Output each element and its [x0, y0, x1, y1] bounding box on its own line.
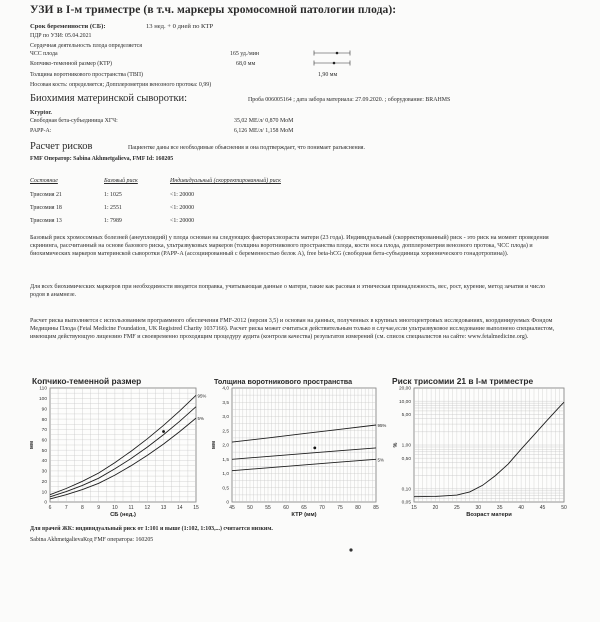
series-label: 5% [197, 416, 204, 422]
sample-info: Проба 006005164 ; дата забора материала: 27.09.2020. ; оборудование: BRAHMS [248, 97, 451, 103]
y-tick-label: 1,0 [222, 472, 229, 478]
x-tick-label: 15 [411, 505, 417, 511]
x-tick-label: 14 [176, 505, 183, 511]
crl-range-indicator [314, 61, 350, 66]
y-tick-label: 10 [41, 490, 47, 496]
range-indicators [310, 50, 356, 70]
patient-point [313, 446, 316, 449]
y-axis-label: мм [29, 440, 35, 450]
y-tick-label: 0 [44, 500, 47, 506]
y-tick-label: 110 [39, 386, 47, 392]
x-tick-label: 25 [454, 505, 460, 511]
gest-age-label: Срок беременности (СБ): [30, 23, 106, 30]
chart-title: Риск трисомии 21 в I-м триместре [392, 376, 534, 386]
y-tick-label: 2,0 [222, 443, 229, 449]
x-tick-label: 45 [539, 505, 546, 511]
series-label: 95% [197, 393, 207, 399]
x-tick-label: 50 [561, 505, 567, 511]
software-paragraph: Расчет риска выполняется с использованием программного обеспечения FMF-2012 (версия 3,5) и основан на данных, полученных в крупных многоцентровых исследованиях, координируемых Фондом Медицины Плода (Fetal Medicine Foundation, UK Registred Charity 1037166). Расчет риска может считаться действительным только в случае,если ультразвуковое исследование выполнено специалистом, имеющим действующую лицензию FMF и своевременно проходящим процедуру аудита (контроля качества) результатов измерений (см. список специалистов на сайте: www.fetalmedicine.org). [30, 318, 555, 341]
y-axis-label: мм [211, 440, 217, 450]
x-tick-label: 75 [337, 505, 343, 511]
biochem-heading: Биохимия материнской сыворотки: [30, 93, 188, 104]
risk-row-individual: <1: 20000 [170, 218, 195, 224]
y-tick-label: 0,50 [401, 456, 411, 462]
series-label: 95% [377, 423, 387, 429]
y-tick-label: 0,10 [401, 487, 411, 493]
risk-explanation-paragraph: Базовый риск хромосомных болезней (анеуплоидий) у плода основан на следующих факторах:возраста матери (23 года). Индивидуальный (скорректированный) риск - это риск на момент проведения скрининга, рассчитанный на основе базового риска, ультразвуковых маркеров (толщина воротникового пространства плода, кости носа плода, допплерометрия венозного протока, ЧСС плода) и биохимических маркеров материнской сыворотки (PAPP-A (ассоциированный с беременностью белок А), free beta-hCG (свободная бета-субъединица хорионического гонадотропина)). [30, 235, 549, 258]
risk-row-base: 1: 7989 [104, 218, 122, 224]
risk-col-header: Базовый риск [104, 178, 138, 184]
y-tick-label: 0 [226, 500, 229, 506]
risk-col-header: Индивидуальный (скорректированный) риск [170, 178, 281, 184]
x-tick-label: 13 [160, 505, 167, 511]
x-tick-label: 35 [496, 505, 503, 511]
y-tick-label: 5,00 [401, 413, 411, 419]
crl-chart [26, 386, 208, 522]
y-tick-label: 90 [41, 407, 47, 413]
heart-activity: Сердечная деятельность плода определяется [30, 43, 142, 49]
us-row-value: 165 уд./мин [230, 51, 260, 57]
biochem-row-value: 35,02 МЕ/л/ 0,870 MoM [234, 118, 294, 124]
x-tick-label: 70 [319, 505, 325, 511]
correction-paragraph: Для всех биохимических маркеров при необходимости вводятся поправка, учитывающая данные о матери, такие как расовая и этническая принадлежность, вес, рост, курение, метод зачатия и число родов в анамнезе. [30, 284, 546, 299]
x-tick-label: 15 [193, 505, 199, 511]
x-tick-label: 85 [373, 505, 379, 511]
nasal-bone-doppler: Носовая кость: определяется; Допплерометрия венозного протока: 0,99) [30, 82, 212, 88]
x-tick-label: 6 [48, 505, 52, 511]
chart-title: Толщина воротникового пространства [214, 377, 353, 386]
y-tick-label: 30 [41, 469, 47, 475]
biochem-row-value: 6,126 МЕ/л/ 1,158 MoM [234, 128, 294, 134]
y-tick-label: 100 [38, 397, 47, 403]
y-tick-label: 3,0 [222, 415, 229, 421]
y-tick-label: 1,00 [401, 443, 411, 449]
x-tick-label: 20 [432, 505, 439, 511]
y-tick-label: 1,5 [222, 457, 229, 463]
us-row-label: ЧСС плода [30, 51, 58, 57]
hr-range-indicator [314, 51, 350, 56]
x-tick-label: 80 [355, 505, 361, 511]
y-axis-label: % [393, 442, 399, 448]
patient-point [162, 430, 165, 433]
y-tick-label: 80 [41, 417, 47, 423]
y-tick-label: 10,00 [398, 399, 411, 405]
y-tick-label: 4,0 [222, 386, 229, 392]
x-tick-label: 8 [81, 505, 84, 511]
biochem-row-label: PAPP-A: [30, 128, 52, 134]
risk-row-condition: Трисомия 13 [30, 218, 62, 224]
y-tick-label: 20,00 [398, 386, 411, 392]
risk-col-header: Состояние [30, 178, 58, 184]
risk-row-individual: <1: 20000 [170, 192, 195, 198]
x-tick-label: 9 [97, 505, 101, 511]
risk-row-base: 1: 2551 [104, 205, 122, 211]
x-tick-label: 7 [64, 505, 68, 511]
biochem-row-label: Свободная бета-субъединица ХГЧ: [30, 118, 118, 124]
footer-note: Для врачей ЖК: индивидуальный риск от 1:101 и выше (1:102, 1:103,...) считается низким. [30, 526, 273, 532]
x-tick-label: 45 [229, 505, 235, 511]
us-row-value: 1,90 мм [318, 72, 338, 78]
x-tick-label: 50 [247, 505, 253, 511]
risk-heading-note: Пациентке даны все необходимые объяснения и она подтверждает, что понимает разъяснения. [128, 145, 365, 151]
us-row-label: Копчико-теменной размер (КТР) [30, 61, 113, 67]
risk-heading: Расчет рисков [30, 141, 93, 152]
y-tick-label: 70 [41, 428, 47, 434]
risk-row-condition: Трисомия 18 [30, 205, 62, 211]
nt-chart [206, 386, 390, 522]
t21-risk-chart [386, 386, 574, 522]
x-tick-label: 12 [144, 505, 151, 511]
ink-dot [348, 547, 354, 553]
report-title: УЗИ в I-м триместре (в т.ч. маркеры хромосомной патологии плода): [30, 4, 397, 16]
risk-row-base: 1: 1025 [104, 192, 122, 198]
x-axis-label: Возраст матери [466, 512, 512, 518]
x-tick-label: 11 [128, 505, 134, 511]
us-row-label: Толщина воротникового пространства (ТВП) [30, 72, 143, 78]
sample-info-cont: Kryptor. [30, 110, 52, 116]
risk-row-condition: Трисомия 21 [30, 192, 62, 198]
x-tick-label: 30 [475, 505, 482, 511]
y-tick-label: 2,5 [222, 429, 229, 435]
x-tick-label: 60 [283, 505, 289, 511]
pdr-date: ПДР по УЗИ: 05.04.2021 [30, 33, 92, 39]
x-tick-label: 65 [301, 505, 307, 511]
x-tick-label: 40 [518, 505, 524, 511]
y-tick-label: 60 [41, 438, 47, 444]
chart-title: Копчико-теменной размер [32, 376, 142, 386]
y-tick-label: 0,5 [222, 486, 229, 492]
x-tick-label: 10 [112, 505, 118, 511]
y-tick-label: 3,5 [222, 400, 229, 406]
risk-row-individual: <1: 20000 [170, 205, 195, 211]
x-axis-label: КТР (мм) [291, 512, 317, 518]
y-tick-label: 0,05 [401, 500, 411, 506]
gest-age-value: 13 нед. + 0 дней по КТР [146, 23, 214, 30]
series-label: 5% [377, 457, 384, 463]
x-tick-label: 55 [265, 505, 271, 511]
y-tick-label: 50 [41, 448, 47, 454]
fmf-operator: FMF Оператор: Sabina Akhmetgalieva, FMF Id: 160205 [30, 156, 174, 162]
us-row-value: 68,0 мм [236, 61, 256, 67]
y-tick-label: 40 [41, 459, 47, 465]
y-tick-label: 20 [41, 479, 47, 485]
x-axis-label: СБ (нед.) [110, 512, 136, 518]
footer-operator: Sabina AkhmetgalievaКод FMF оператора: 160205 [30, 537, 154, 543]
